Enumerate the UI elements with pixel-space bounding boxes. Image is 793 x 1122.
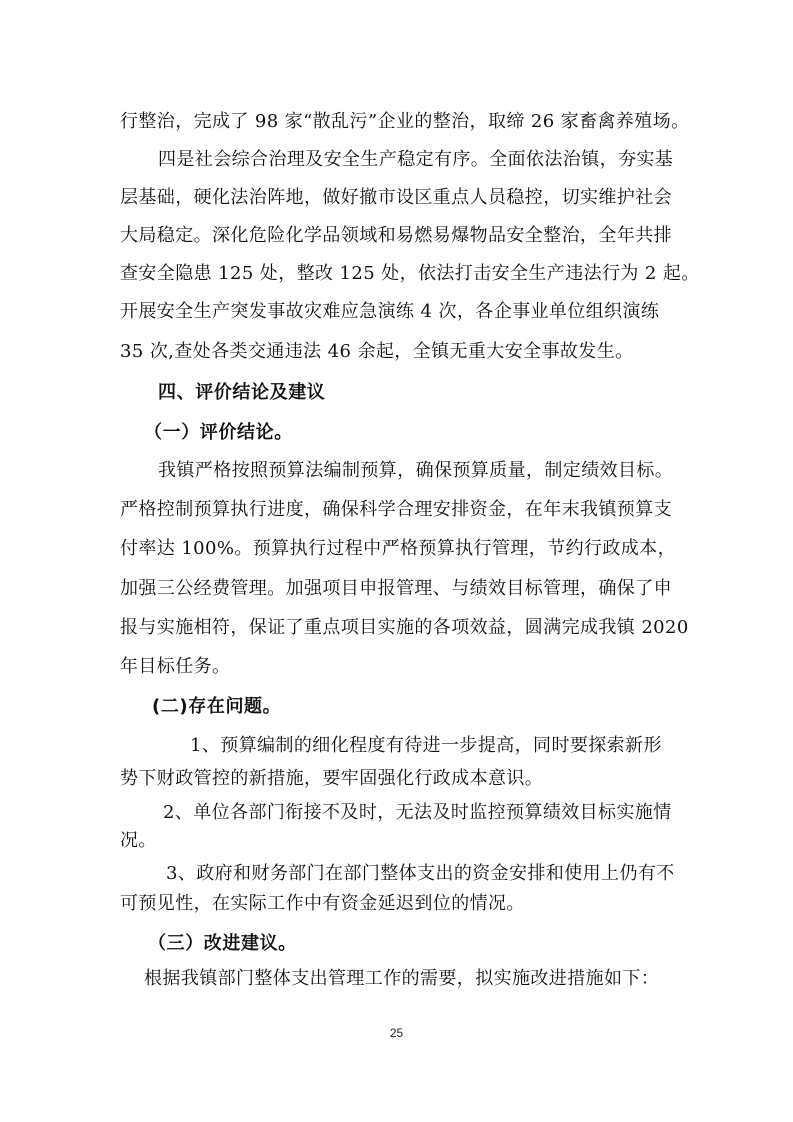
paragraph-line: 报与实施相符，保证了重点项目实施的各项效益，圆满完成我镇 2020	[120, 617, 689, 638]
subsection-heading: （三）改进建议。	[148, 933, 297, 954]
paragraph-line: 35 次,查处各类交通违法 46 余起，全镇无重大安全事故发生。	[120, 341, 634, 362]
list-item: 3、政府和财务部门在部门整体支出的资金安排和使用上仍有不	[166, 863, 675, 884]
subsection-heading: (二)存在问题。	[152, 696, 282, 717]
paragraph-line: 开展安全生产突发事故灾难应急演练 4 次，各企事业单位组织演练	[120, 301, 660, 322]
subsection-heading: （一）评价结论。	[144, 422, 293, 443]
paragraph-line: 我镇严格按照预算法编制预算，确保预算质量，制定绩效目标。	[158, 460, 674, 481]
list-item: 2、单位各部门衔接不及时，无法及时监控预算绩效目标实施情	[163, 802, 672, 823]
paragraph-line: 四是社会综合治理及安全生产稳定有序。全面依法治镇，夯实基	[158, 149, 674, 170]
paragraph-line: 大局稳定。深化危险化学品领域和易燃易爆物品安全整治，全年共排	[120, 225, 672, 246]
list-item: 1、预算编制的细化程度有待进一步提高，同时要探索新形	[190, 735, 662, 756]
paragraph-line: 年目标任务。	[120, 656, 231, 677]
paragraph-line: 行整治，完成了 98 家“散乱污”企业的整治，取缔 26 家畜禽养殖场。	[120, 111, 690, 132]
paragraph-line: 可预见性，在实际工作中有资金延迟到位的情况。	[120, 893, 525, 914]
paragraph-line: 根据我镇部门整体支出管理工作的需要，拟实施改进措施如下：	[144, 968, 660, 989]
paragraph-line: 付率达 100%。预算执行过程中严格预算执行管理，节约行政成本，	[120, 538, 676, 559]
paragraph-line: 况。	[120, 830, 157, 851]
paragraph-line: 查安全隐患 125 处，整改 125 处，依法打击安全生产违法行为 2 起。	[120, 263, 700, 284]
paragraph-line: 严格控制预算执行进度，确保科学合理安排资金，在年末我镇预算支	[120, 499, 672, 520]
paragraph-line: 势下财政管控的新措施，要牢固强化行政成本意识。	[120, 768, 544, 789]
paragraph-line: 层基础，硬化法治阵地，做好撤市设区重点人员稳控，切实维护社会	[120, 187, 672, 208]
page-number: 25	[389, 1026, 404, 1040]
paragraph-line: 加强三公经费管理。加强项目申报管理、与绩效目标管理，确保了申	[120, 578, 672, 599]
section-heading: 四、评价结论及建议	[158, 382, 326, 403]
